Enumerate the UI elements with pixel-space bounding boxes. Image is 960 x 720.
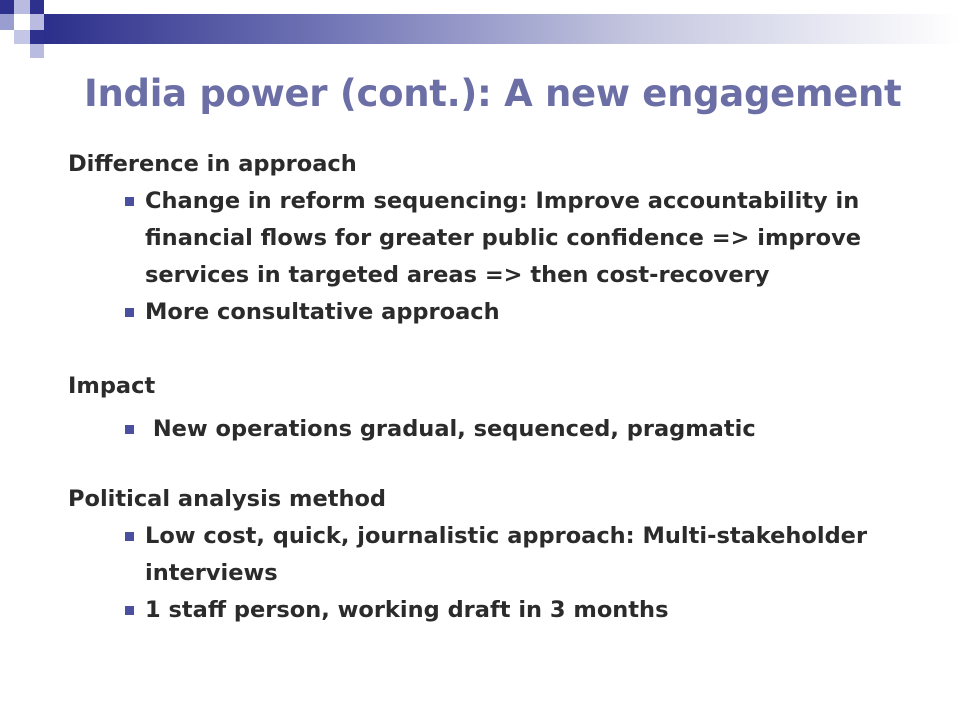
header-decoration [0, 0, 960, 60]
deco-square [0, 14, 14, 30]
deco-square [14, 30, 30, 44]
bullet-item [68, 411, 948, 448]
square-bullet-icon [125, 308, 134, 317]
deco-square [0, 0, 14, 14]
deco-square [30, 0, 44, 14]
bullet-text: 1 staff person, working draft in 3 months [145, 597, 669, 623]
bullet-text: New operations gradual, sequenced, pragmatic [145, 416, 756, 442]
deco-square [30, 44, 44, 58]
header-gradient-bar [44, 14, 960, 44]
section-heading: Impact [68, 373, 156, 399]
section-impact [68, 368, 948, 448]
slide-content [68, 146, 948, 629]
deco-square [14, 0, 30, 14]
bullet-item [68, 592, 948, 629]
bullet-text: More consultative approach [145, 299, 500, 325]
section-heading: Difference in approach [68, 151, 357, 177]
deco-square [14, 14, 30, 30]
square-bullet-icon [125, 425, 134, 434]
slide-title: India power (cont.): A new engagement [84, 72, 902, 115]
bullet-item [68, 294, 948, 331]
square-bullet-icon [125, 606, 134, 615]
section-difference-in-approach [68, 146, 948, 331]
bullet-item [68, 518, 948, 592]
square-bullet-icon [125, 197, 134, 206]
deco-square [30, 14, 44, 30]
section-heading: Political analysis method [68, 486, 387, 512]
bullet-text: Change in reform sequencing: Improve accountability in financial flows for greater public confidence => improve services in targeted areas => then cost-recovery [145, 188, 862, 288]
bullet-item [68, 183, 948, 294]
square-bullet-icon [125, 532, 134, 541]
deco-square [30, 30, 44, 44]
bullet-text: Low cost, quick, journalistic approach: Multi-stakeholder interviews [145, 523, 868, 586]
section-political-analysis-method [68, 481, 948, 629]
